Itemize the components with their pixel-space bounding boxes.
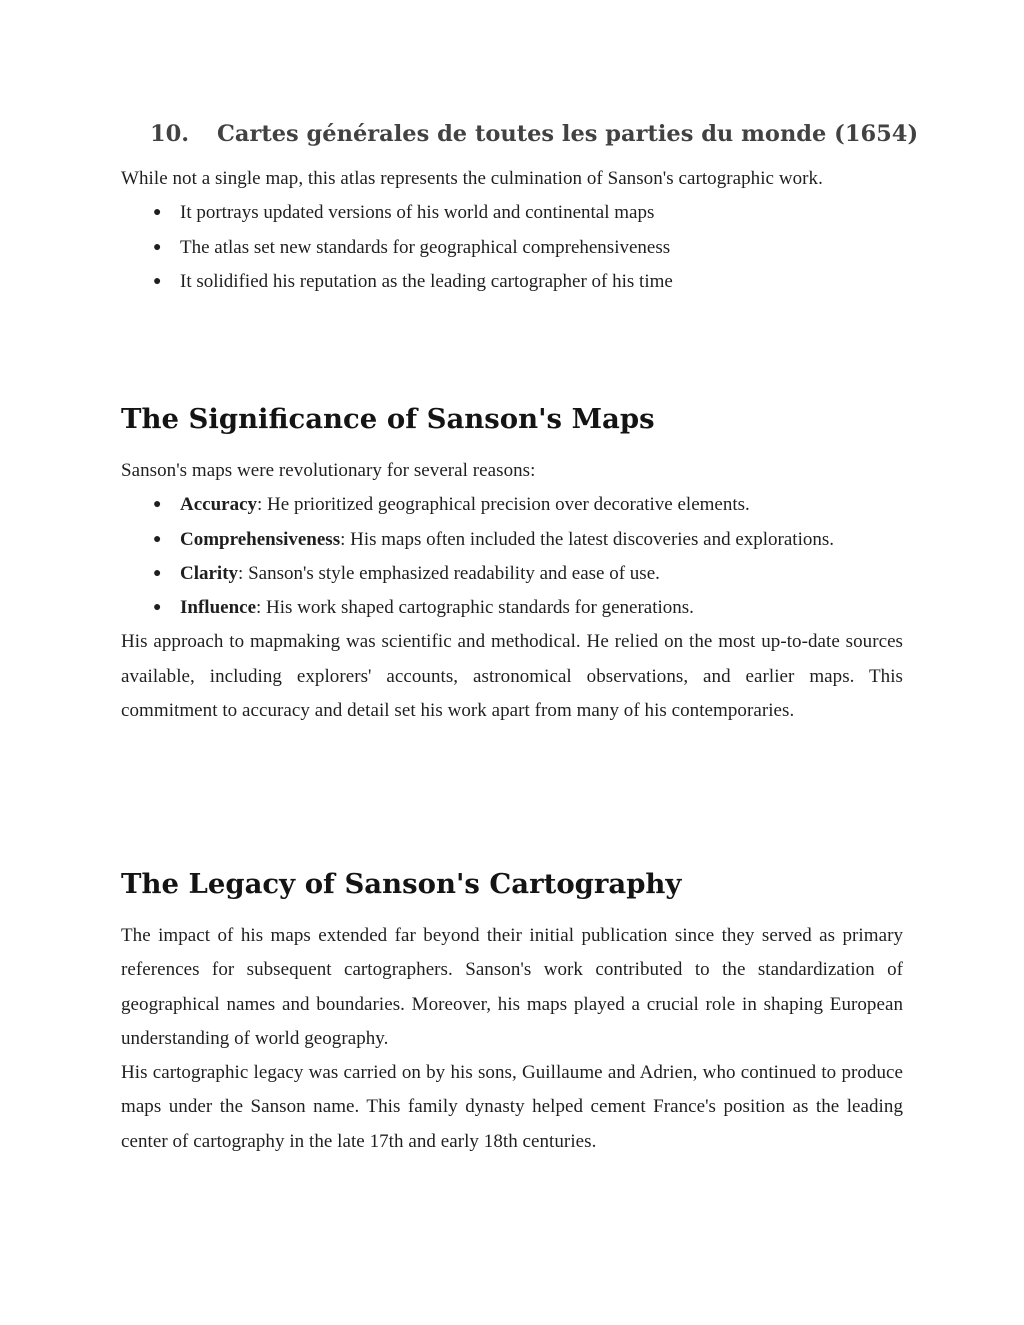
- legacy-paragraph-1: The impact of his maps extended far beyond their initial publication since they served as primary references for subsequent cartographers. Sanson's work contributed to the standardization of geographical names and boundaries. Moreover, his maps played a crucial role in shaping European understanding of world geography.: [121, 925, 903, 1049]
- bullet-icon: ●: [153, 531, 162, 547]
- bullet-icon: ●: [153, 600, 162, 616]
- bullet-icon: ●: [153, 497, 162, 513]
- list-item: ● Influence: His work shaped cartographic standards for generations.: [121, 591, 903, 625]
- term-comprehensiveness: Comprehensiveness: [180, 528, 341, 550]
- significance-body: [121, 454, 903, 728]
- list-item: ● The atlas set new standards for geographical comprehensiveness: [121, 231, 903, 265]
- term-clarity: Clarity: [180, 562, 239, 584]
- significance-heading: The Significance of Sanson's Maps: [121, 403, 655, 435]
- bullet-icon: ●: [153, 239, 162, 255]
- bullet-icon: ●: [153, 205, 162, 221]
- term-accuracy: Accuracy: [180, 494, 258, 516]
- term-influence: Influence: [180, 597, 256, 619]
- legacy-paragraph-2: His cartographic legacy was carried on by his sons, Guillaume and Adrien, who continued to produce maps under the Sanson name. This family dynasty helped cement France's position as the leading center of cartography in the late 17th and early 18th centuries.: [121, 1062, 903, 1152]
- bullet-icon: ●: [153, 273, 162, 289]
- section-number: 10.: [150, 121, 190, 147]
- legacy-body: [121, 919, 903, 1159]
- significance-paragraph: His approach to mapmaking was scientific and methodical. He relied on the most up-to-date sources available, including explorers' accounts, astronomical observations, and earlier maps. This commitment to accuracy and detail set his work apart from many of his contemporaries.: [121, 631, 903, 722]
- significance-intro: Sanson's maps were revolutionary for several reasons:: [121, 460, 536, 481]
- section-title: Cartes générales de toutes les parties du monde (1654): [217, 121, 919, 147]
- list-item: ● It portrays updated versions of his world and continental maps: [121, 196, 903, 230]
- list-item: ● It solidified his reputation as the leading cartographer of his time: [121, 265, 903, 299]
- section-10-heading: [150, 115, 918, 153]
- list-item: ● Comprehensiveness: His maps often included the latest discoveries and explorations.: [121, 523, 903, 557]
- list-item: ● Clarity: Sanson's style emphasized readability and ease of use.: [121, 557, 903, 591]
- list-item: ● Accuracy: He prioritized geographical precision over decorative elements.: [121, 488, 903, 522]
- section-10-bullet-list: [121, 196, 903, 299]
- section-10-body: [121, 162, 903, 299]
- bullet-icon: ●: [153, 565, 162, 581]
- legacy-heading: The Legacy of Sanson's Cartography: [121, 868, 682, 900]
- section-10-intro: While not a single map, this atlas represents the culmination of Sanson's cartographic work.: [121, 168, 823, 189]
- significance-bullet-list: [121, 488, 903, 625]
